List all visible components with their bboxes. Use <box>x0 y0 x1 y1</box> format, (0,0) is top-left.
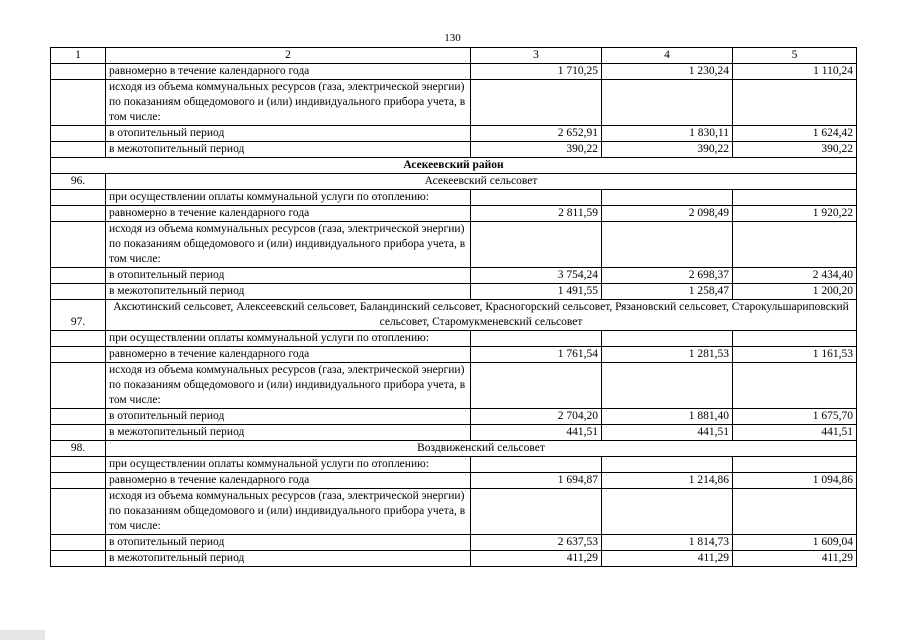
value-cell: 1 281,53 <box>602 347 733 363</box>
table-row <box>51 206 857 222</box>
value-cell: 2 434,40 <box>733 268 857 284</box>
row-label: в отопительный период <box>106 268 471 284</box>
entity-row <box>51 300 857 331</box>
table-row <box>51 331 857 347</box>
row-label: в межотопительный период <box>106 551 471 567</box>
value-cell: 1 491,55 <box>471 284 602 300</box>
value-cell: 390,22 <box>471 142 602 158</box>
entity-row <box>51 174 857 190</box>
row-label: при осуществлении оплаты коммунальной услуги по отоплению: <box>106 190 471 206</box>
value-cell: 1 675,70 <box>733 409 857 425</box>
page-number: 130 <box>444 32 461 44</box>
row-label: исходя из объема коммунальных ресурсов (газа, электрической энергии) по показаниям общедомового и (или) индивидуального прибора учета, в том числе: <box>106 363 471 409</box>
entity-name: Асекеевский сельсовет <box>106 174 857 190</box>
value-cell <box>471 489 602 535</box>
entry-number: 96. <box>51 174 106 190</box>
value-cell <box>733 222 857 268</box>
value-cell: 1 161,53 <box>733 347 857 363</box>
value-cell: 441,51 <box>471 425 602 441</box>
value-cell: 2 098,49 <box>602 206 733 222</box>
index-cell <box>51 80 106 126</box>
value-cell: 2 811,59 <box>471 206 602 222</box>
index-cell <box>51 206 106 222</box>
row-label: при осуществлении оплаты коммунальной услуги по отоплению: <box>106 457 471 473</box>
table-row <box>51 535 857 551</box>
row-label: исходя из объема коммунальных ресурсов (газа, электрической энергии) по показаниям общедомового и (или) индивидуального прибора учета, в том числе: <box>106 80 471 126</box>
entry-number: 97. <box>51 300 106 331</box>
row-label: в отопительный период <box>106 535 471 551</box>
index-cell <box>51 331 106 347</box>
value-cell <box>602 222 733 268</box>
value-cell: 2 652,91 <box>471 126 602 142</box>
column-header: 2 <box>106 48 471 64</box>
value-cell: 2 637,53 <box>471 535 602 551</box>
table-row <box>51 284 857 300</box>
value-cell: 1 200,20 <box>733 284 857 300</box>
header-row <box>51 48 857 64</box>
value-cell: 1 258,47 <box>602 284 733 300</box>
value-cell: 2 704,20 <box>471 409 602 425</box>
value-cell: 411,29 <box>471 551 602 567</box>
value-cell <box>733 80 857 126</box>
row-label: равномерно в течение календарного года <box>106 473 471 489</box>
value-cell <box>471 457 602 473</box>
value-cell: 1 710,25 <box>471 64 602 80</box>
value-cell <box>602 363 733 409</box>
value-cell <box>471 222 602 268</box>
table-row <box>51 268 857 284</box>
value-cell <box>602 331 733 347</box>
table-row <box>51 473 857 489</box>
entity-name: Воздвиженский сельсовет <box>106 441 857 457</box>
column-header: 1 <box>51 48 106 64</box>
column-header: 3 <box>471 48 602 64</box>
table-row <box>51 347 857 363</box>
value-cell <box>733 457 857 473</box>
index-cell <box>51 363 106 409</box>
row-label: в межотопительный период <box>106 425 471 441</box>
table-row <box>51 142 857 158</box>
value-cell: 411,29 <box>602 551 733 567</box>
value-cell: 390,22 <box>602 142 733 158</box>
index-cell <box>51 64 106 80</box>
value-cell: 1 110,24 <box>733 64 857 80</box>
row-label: в отопительный период <box>106 126 471 142</box>
index-cell <box>51 347 106 363</box>
value-cell: 1 761,54 <box>471 347 602 363</box>
value-cell: 1 624,42 <box>733 126 857 142</box>
value-cell: 1 230,24 <box>602 64 733 80</box>
row-label: в отопительный период <box>106 409 471 425</box>
table-row <box>51 425 857 441</box>
table-row <box>51 222 857 268</box>
index-cell <box>51 126 106 142</box>
index-cell <box>51 425 106 441</box>
district-heading: Асекеевский район <box>51 158 857 174</box>
value-cell <box>602 457 733 473</box>
index-cell <box>51 268 106 284</box>
value-cell <box>471 190 602 206</box>
value-cell <box>471 331 602 347</box>
value-cell <box>733 489 857 535</box>
value-cell <box>471 80 602 126</box>
index-cell <box>51 473 106 489</box>
table-row <box>51 126 857 142</box>
value-cell: 390,22 <box>733 142 857 158</box>
column-header: 5 <box>733 48 857 64</box>
column-header: 4 <box>602 48 733 64</box>
index-cell <box>51 284 106 300</box>
index-cell <box>51 489 106 535</box>
value-cell: 411,29 <box>733 551 857 567</box>
row-label: равномерно в течение календарного года <box>106 347 471 363</box>
district-heading-row <box>51 158 857 174</box>
index-cell <box>51 142 106 158</box>
index-cell <box>51 222 106 268</box>
value-cell: 1 694,87 <box>471 473 602 489</box>
value-cell: 441,51 <box>602 425 733 441</box>
row-label: исходя из объема коммунальных ресурсов (газа, электрической энергии) по показаниям общедомового и (или) индивидуального прибора учета, в том числе: <box>106 489 471 535</box>
value-cell: 1 830,11 <box>602 126 733 142</box>
value-cell <box>471 363 602 409</box>
table-row <box>51 551 857 567</box>
table-row <box>51 363 857 409</box>
row-label: в межотопительный период <box>106 142 471 158</box>
table-row <box>51 80 857 126</box>
table-row <box>51 409 857 425</box>
table-row <box>51 190 857 206</box>
index-cell <box>51 457 106 473</box>
row-label: при осуществлении оплаты коммунальной услуги по отоплению: <box>106 331 471 347</box>
index-cell <box>51 190 106 206</box>
value-cell: 1 609,04 <box>733 535 857 551</box>
value-cell <box>733 190 857 206</box>
value-cell: 1 214,86 <box>602 473 733 489</box>
table-row <box>51 489 857 535</box>
value-cell: 1 920,22 <box>733 206 857 222</box>
entity-row <box>51 441 857 457</box>
value-cell: 1 814,73 <box>602 535 733 551</box>
entity-name: Аксютинский сельсовет, Алексеевский сельсовет, Баландинский сельсовет, Красногорский сельсовет, Рязановский сельсовет, Старокульшариповский сельсовет, Старомукменевский сельсовет <box>106 300 857 331</box>
entry-number: 98. <box>51 441 106 457</box>
value-cell: 1 881,40 <box>602 409 733 425</box>
index-cell <box>51 535 106 551</box>
row-label: равномерно в течение календарного года <box>106 206 471 222</box>
row-label: равномерно в течение календарного года <box>106 64 471 80</box>
value-cell <box>602 80 733 126</box>
value-cell <box>733 331 857 347</box>
value-cell: 441,51 <box>733 425 857 441</box>
value-cell <box>733 363 857 409</box>
value-cell <box>602 489 733 535</box>
value-cell <box>602 190 733 206</box>
table-body <box>51 64 857 567</box>
table-row <box>51 64 857 80</box>
value-cell: 1 094,86 <box>733 473 857 489</box>
index-cell <box>51 409 106 425</box>
row-label: исходя из объема коммунальных ресурсов (газа, электрической энергии) по показаниям общедомового и (или) индивидуального прибора учета, в том числе: <box>106 222 471 268</box>
tariff-table <box>50 47 857 567</box>
value-cell: 3 754,24 <box>471 268 602 284</box>
value-cell: 2 698,37 <box>602 268 733 284</box>
table-row <box>51 457 857 473</box>
row-label: в межотопительный период <box>106 284 471 300</box>
page-corner-shadow <box>0 630 45 640</box>
index-cell <box>51 551 106 567</box>
